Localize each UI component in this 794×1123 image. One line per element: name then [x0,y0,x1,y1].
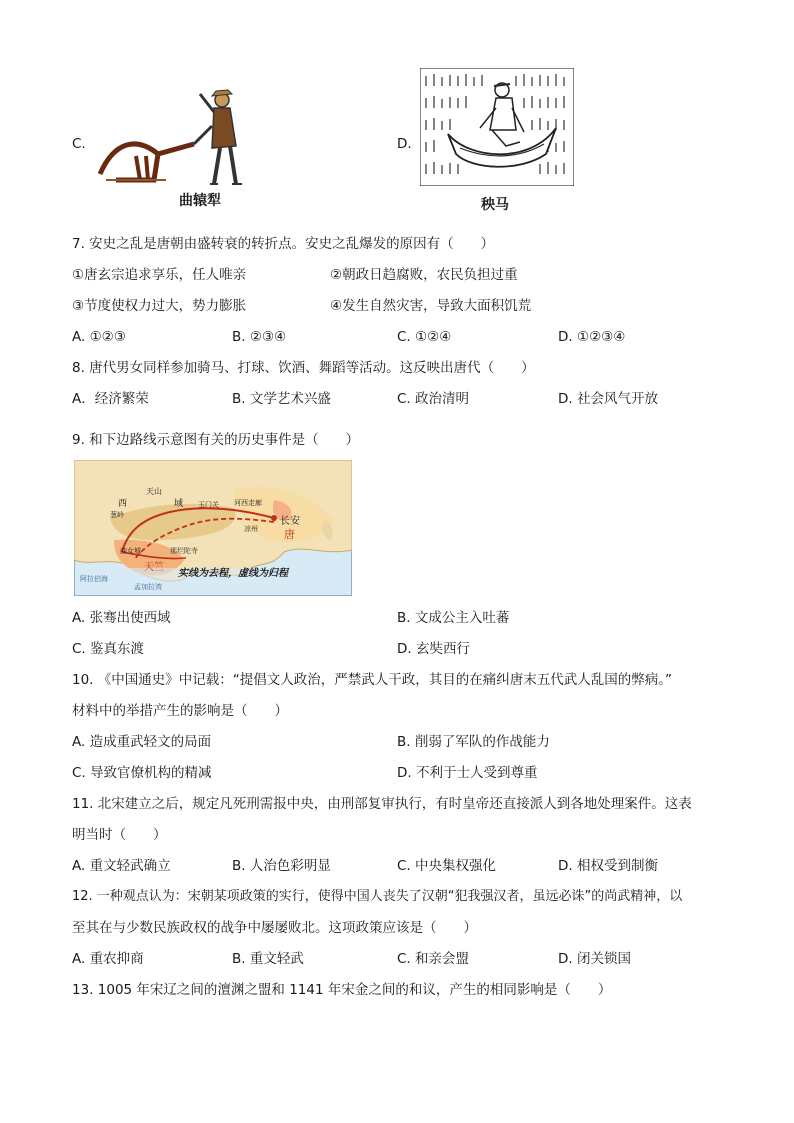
q13-stem: 13. 1005 年宋辽之间的澶渊之盟和 1141 年宋金之间的和议，产生的相同影响是（ ） [72,982,612,998]
q9-option-a[interactable]: A. 张骞出使西域 [72,610,171,626]
option-d-label: D. [397,136,412,152]
q7-option-a[interactable]: A. ①②③ [72,329,126,345]
map-label-qunvcheng: 曲女城 [120,547,141,555]
q10-option-d[interactable]: D. 不利于士人受到尊重 [397,765,538,781]
rice-seedling-horse-caption: 秧马 [481,197,509,213]
q7-statement-1: ①唐玄宗追求享乐，任人唯亲 [72,267,247,283]
map-label-bay-of-bengal: 孟加拉湾 [134,583,162,591]
route-map [74,460,352,596]
q10-option-a[interactable]: A. 造成重武轻文的局面 [72,734,212,750]
map-label-hexi-corridor: 河西走廊 [234,499,262,507]
q11-option-d[interactable]: D. 相权受到制衡 [558,858,658,874]
q9-stem: 9. 和下边路线示意图有关的历史事件是（ ） [72,432,360,448]
map-label-tianshan: 天山 [146,487,162,496]
q11-stem-line2: 明当时（ ） [72,827,167,843]
q8-option-d[interactable]: D. 社会风气开放 [558,391,658,407]
q12-option-c[interactable]: C. 和亲会盟 [397,951,470,967]
q7-option-b[interactable]: B. ②③④ [232,329,287,345]
map-label-xi: 西 [118,499,128,509]
option-c-label: C. [72,136,86,152]
q8-stem: 8. 唐代男女同样参加骑马、打球、饮酒、舞蹈等活动。这反映出唐代（ ） [72,360,535,376]
q11-option-b[interactable]: B. 人治色彩明显 [232,858,331,874]
q11-option-c[interactable]: C. 中央集权强化 [397,858,497,874]
rice-seedling-horse-image [420,68,574,186]
q12-option-d[interactable]: D. 闭关锁国 [558,951,631,967]
q9-option-b[interactable]: B. 文成公主入吐蕃 [397,610,510,626]
map-label-nalanduo: 那烂陀寺 [170,547,198,555]
q10-option-b[interactable]: B. 削弱了军队的作战能力 [397,734,550,750]
q7-stem: 7. 安史之乱是唐朝由盛转衰的转折点。安史之乱爆发的原因有（ ） [72,236,495,252]
map-label-congling: 葱岭 [110,511,124,519]
q7-statement-3: ③节度使权力过大，势力膨胀 [72,298,247,314]
q11-option-a[interactable]: A. 重文轻武确立 [72,858,171,874]
q8-option-a[interactable]: A．经济繁荣 [72,391,149,407]
q12-stem-line1: 12. 一种观点认为：宋朝某项政策的实行，使得中国人丧失了汉朝“犯我强汉者，虽远必诛”的尚武精神，以 [72,889,683,904]
q8-option-c[interactable]: C. 政治清明 [397,391,470,407]
q12-option-b[interactable]: B. 重文轻武 [232,951,304,967]
q9-option-c[interactable]: C. 鉴真东渡 [72,641,145,657]
q11-stem-line1: 11. 北宋建立之后，规定凡死刑需报中央，由刑部复审执行，有时皇帝还直接派人到各地处理案件。这表 [72,796,692,812]
curved-plow-image [96,86,244,190]
q10-stem-line1: 10. 《中国通史》中记载：“提倡文人政治，严禁武人干政，其目的在痛纠唐末五代武人乱国的弊病。” [72,672,672,688]
curved-plow-caption: 曲辕犁 [179,193,221,209]
map-label-arabian-sea: 阿拉伯海 [80,575,108,583]
map-label-yumenguan: 玉门关 [198,501,219,509]
q8-option-b[interactable]: B. 文学艺术兴盛 [232,391,331,407]
q9-option-d[interactable]: D. 玄奘西行 [397,641,470,657]
q10-option-c[interactable]: C. 导致官僚机构的精减 [72,765,212,781]
map-legend: 实线为去程，虚线为归程 [178,568,288,579]
map-label-changan: 长安 [280,516,300,527]
map-label-tianzhu: 天竺 [144,562,164,573]
q7-option-d[interactable]: D. ①②③④ [558,329,626,345]
map-label-yu: 域 [174,499,184,509]
q12-stem-line2: 至其在与少数民族政权的战争中屡屡败北。这项政策应该是（ ） [72,920,477,936]
q10-stem-line2: 材料中的举措产生的影响是（ ） [72,703,288,719]
q7-statement-2: ②朝政日趋腐败，农民负担过重 [330,267,518,283]
map-label-tang: 唐 [284,528,295,541]
q12-option-a[interactable]: A. 重农抑商 [72,951,144,967]
q7-option-c[interactable]: C. ①②④ [397,329,452,345]
q7-statement-4: ④发生自然灾害，导致大面积饥荒 [330,298,532,314]
map-label-liangzhou: 凉州 [244,525,258,533]
